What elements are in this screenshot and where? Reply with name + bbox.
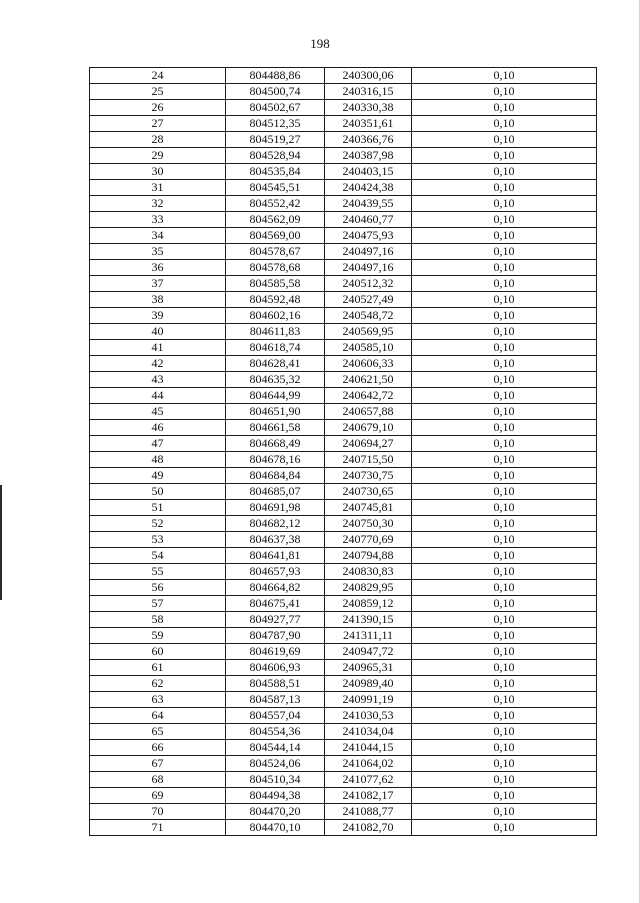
point-number-cell: 44 — [90, 388, 226, 404]
y-coordinate-cell: 240991,19 — [325, 692, 412, 708]
x-coordinate-cell: 804592,48 — [226, 292, 325, 308]
table-row — [90, 340, 597, 356]
x-coordinate-cell: 804668,49 — [226, 436, 325, 452]
table-row — [90, 516, 597, 532]
point-number-cell: 49 — [90, 468, 226, 484]
y-coordinate-cell: 241044,15 — [325, 740, 412, 756]
accuracy-cell: 0,10 — [412, 580, 597, 596]
y-coordinate-cell: 240387,98 — [325, 148, 412, 164]
accuracy-cell: 0,10 — [412, 532, 597, 548]
accuracy-cell: 0,10 — [412, 820, 597, 836]
y-coordinate-cell: 240621,50 — [325, 372, 412, 388]
accuracy-cell: 0,10 — [412, 84, 597, 100]
accuracy-cell: 0,10 — [412, 372, 597, 388]
accuracy-cell: 0,10 — [412, 276, 597, 292]
y-coordinate-cell: 240497,16 — [325, 244, 412, 260]
accuracy-cell: 0,10 — [412, 724, 597, 740]
y-coordinate-cell: 240859,12 — [325, 596, 412, 612]
y-coordinate-cell: 240300,06 — [325, 68, 412, 84]
y-coordinate-cell: 241311,11 — [325, 628, 412, 644]
accuracy-cell: 0,10 — [412, 244, 597, 260]
x-coordinate-cell: 804927,77 — [226, 612, 325, 628]
x-coordinate-cell: 804524,06 — [226, 756, 325, 772]
y-coordinate-cell: 240965,31 — [325, 660, 412, 676]
accuracy-cell: 0,10 — [412, 356, 597, 372]
x-coordinate-cell: 804628,41 — [226, 356, 325, 372]
table-row — [90, 324, 597, 340]
accuracy-cell: 0,10 — [412, 228, 597, 244]
table-row — [90, 820, 597, 836]
table-row — [90, 500, 597, 516]
table-row — [90, 708, 597, 724]
table-row — [90, 84, 597, 100]
accuracy-cell: 0,10 — [412, 612, 597, 628]
accuracy-cell: 0,10 — [412, 676, 597, 692]
table-row — [90, 388, 597, 404]
y-coordinate-cell: 241030,53 — [325, 708, 412, 724]
point-number-cell: 59 — [90, 628, 226, 644]
y-coordinate-cell: 240585,10 — [325, 340, 412, 356]
y-coordinate-cell: 240694,27 — [325, 436, 412, 452]
point-number-cell: 33 — [90, 212, 226, 228]
point-number-cell: 29 — [90, 148, 226, 164]
table-row — [90, 564, 597, 580]
point-number-cell: 52 — [90, 516, 226, 532]
x-coordinate-cell: 804611,83 — [226, 324, 325, 340]
x-coordinate-cell: 804644,99 — [226, 388, 325, 404]
point-number-cell: 65 — [90, 724, 226, 740]
point-number-cell: 24 — [90, 68, 226, 84]
table-row — [90, 68, 597, 84]
x-coordinate-cell: 804637,38 — [226, 532, 325, 548]
point-number-cell: 68 — [90, 772, 226, 788]
point-number-cell: 61 — [90, 660, 226, 676]
table-row — [90, 148, 597, 164]
accuracy-cell: 0,10 — [412, 404, 597, 420]
accuracy-cell: 0,10 — [412, 420, 597, 436]
point-number-cell: 48 — [90, 452, 226, 468]
x-coordinate-cell: 804528,94 — [226, 148, 325, 164]
x-coordinate-cell: 804664,82 — [226, 580, 325, 596]
y-coordinate-cell: 241034,04 — [325, 724, 412, 740]
table-row — [90, 644, 597, 660]
y-coordinate-cell: 240730,65 — [325, 484, 412, 500]
table-row — [90, 116, 597, 132]
table-row — [90, 228, 597, 244]
accuracy-cell: 0,10 — [412, 180, 597, 196]
table-row — [90, 372, 597, 388]
y-coordinate-cell: 241064,02 — [325, 756, 412, 772]
point-number-cell: 37 — [90, 276, 226, 292]
x-coordinate-cell: 804494,38 — [226, 788, 325, 804]
x-coordinate-cell: 804569,00 — [226, 228, 325, 244]
y-coordinate-cell: 240475,93 — [325, 228, 412, 244]
table-row — [90, 100, 597, 116]
y-coordinate-cell: 240366,76 — [325, 132, 412, 148]
x-coordinate-cell: 804585,58 — [226, 276, 325, 292]
point-number-cell: 57 — [90, 596, 226, 612]
x-coordinate-cell: 804562,09 — [226, 212, 325, 228]
accuracy-cell: 0,10 — [412, 340, 597, 356]
y-coordinate-cell: 240351,61 — [325, 116, 412, 132]
point-number-cell: 67 — [90, 756, 226, 772]
x-coordinate-cell: 804557,04 — [226, 708, 325, 724]
y-coordinate-cell: 240679,10 — [325, 420, 412, 436]
accuracy-cell: 0,10 — [412, 452, 597, 468]
table-row — [90, 436, 597, 452]
x-coordinate-cell: 804651,90 — [226, 404, 325, 420]
point-number-cell: 32 — [90, 196, 226, 212]
table-row — [90, 772, 597, 788]
accuracy-cell: 0,10 — [412, 644, 597, 660]
x-coordinate-cell: 804578,68 — [226, 260, 325, 276]
table-row — [90, 132, 597, 148]
table-row — [90, 484, 597, 500]
accuracy-cell: 0,10 — [412, 500, 597, 516]
y-coordinate-cell: 240512,32 — [325, 276, 412, 292]
table-row — [90, 468, 597, 484]
point-number-cell: 51 — [90, 500, 226, 516]
table-row — [90, 180, 597, 196]
accuracy-cell: 0,10 — [412, 628, 597, 644]
y-coordinate-cell: 240527,49 — [325, 292, 412, 308]
x-coordinate-cell: 804641,81 — [226, 548, 325, 564]
x-coordinate-cell: 804675,41 — [226, 596, 325, 612]
point-number-cell: 35 — [90, 244, 226, 260]
y-coordinate-cell: 240989,40 — [325, 676, 412, 692]
accuracy-cell: 0,10 — [412, 548, 597, 564]
table-row — [90, 260, 597, 276]
table-row — [90, 548, 597, 564]
y-coordinate-cell: 241077,62 — [325, 772, 412, 788]
accuracy-cell: 0,10 — [412, 436, 597, 452]
y-coordinate-cell: 240424,38 — [325, 180, 412, 196]
accuracy-cell: 0,10 — [412, 708, 597, 724]
accuracy-cell: 0,10 — [412, 132, 597, 148]
accuracy-cell: 0,10 — [412, 692, 597, 708]
x-coordinate-cell: 804554,36 — [226, 724, 325, 740]
y-coordinate-cell: 240770,69 — [325, 532, 412, 548]
accuracy-cell: 0,10 — [412, 388, 597, 404]
point-number-cell: 71 — [90, 820, 226, 836]
y-coordinate-cell: 240642,72 — [325, 388, 412, 404]
table-row — [90, 580, 597, 596]
table-row — [90, 788, 597, 804]
table-row — [90, 692, 597, 708]
accuracy-cell: 0,10 — [412, 756, 597, 772]
x-coordinate-cell: 804502,67 — [226, 100, 325, 116]
table-row — [90, 676, 597, 692]
accuracy-cell: 0,10 — [412, 804, 597, 820]
x-coordinate-cell: 804470,10 — [226, 820, 325, 836]
point-number-cell: 47 — [90, 436, 226, 452]
coordinates-table — [89, 67, 597, 836]
coordinates-table-container — [89, 67, 596, 836]
point-number-cell: 34 — [90, 228, 226, 244]
table-row — [90, 308, 597, 324]
accuracy-cell: 0,10 — [412, 68, 597, 84]
x-coordinate-cell: 804661,58 — [226, 420, 325, 436]
accuracy-cell: 0,10 — [412, 260, 597, 276]
y-coordinate-cell: 240569,95 — [325, 324, 412, 340]
table-row — [90, 628, 597, 644]
y-coordinate-cell: 240750,30 — [325, 516, 412, 532]
accuracy-cell: 0,10 — [412, 148, 597, 164]
y-coordinate-cell: 241082,17 — [325, 788, 412, 804]
x-coordinate-cell: 804682,12 — [226, 516, 325, 532]
point-number-cell: 70 — [90, 804, 226, 820]
accuracy-cell: 0,10 — [412, 292, 597, 308]
x-coordinate-cell: 804678,16 — [226, 452, 325, 468]
table-row — [90, 244, 597, 260]
table-row — [90, 452, 597, 468]
point-number-cell: 31 — [90, 180, 226, 196]
x-coordinate-cell: 804657,93 — [226, 564, 325, 580]
table-row — [90, 276, 597, 292]
point-number-cell: 58 — [90, 612, 226, 628]
point-number-cell: 66 — [90, 740, 226, 756]
accuracy-cell: 0,10 — [412, 100, 597, 116]
table-row — [90, 724, 597, 740]
y-coordinate-cell: 240439,55 — [325, 196, 412, 212]
table-row — [90, 356, 597, 372]
y-coordinate-cell: 240606,33 — [325, 356, 412, 372]
accuracy-cell: 0,10 — [412, 196, 597, 212]
point-number-cell: 26 — [90, 100, 226, 116]
point-number-cell: 43 — [90, 372, 226, 388]
accuracy-cell: 0,10 — [412, 116, 597, 132]
x-coordinate-cell: 804691,98 — [226, 500, 325, 516]
y-coordinate-cell: 240715,50 — [325, 452, 412, 468]
x-coordinate-cell: 804535,84 — [226, 164, 325, 180]
accuracy-cell: 0,10 — [412, 324, 597, 340]
y-coordinate-cell: 240657,88 — [325, 404, 412, 420]
x-coordinate-cell: 804470,20 — [226, 804, 325, 820]
accuracy-cell: 0,10 — [412, 564, 597, 580]
x-coordinate-cell: 804545,51 — [226, 180, 325, 196]
point-number-cell: 41 — [90, 340, 226, 356]
x-coordinate-cell: 804587,13 — [226, 692, 325, 708]
y-coordinate-cell: 240403,15 — [325, 164, 412, 180]
accuracy-cell: 0,10 — [412, 164, 597, 180]
table-row — [90, 404, 597, 420]
x-coordinate-cell: 804602,16 — [226, 308, 325, 324]
point-number-cell: 63 — [90, 692, 226, 708]
y-coordinate-cell: 240730,75 — [325, 468, 412, 484]
x-coordinate-cell: 804588,51 — [226, 676, 325, 692]
table-row — [90, 196, 597, 212]
table-row — [90, 532, 597, 548]
x-coordinate-cell: 804606,93 — [226, 660, 325, 676]
accuracy-cell: 0,10 — [412, 468, 597, 484]
y-coordinate-cell: 240316,15 — [325, 84, 412, 100]
point-number-cell: 38 — [90, 292, 226, 308]
point-number-cell: 42 — [90, 356, 226, 372]
x-coordinate-cell: 804552,42 — [226, 196, 325, 212]
y-coordinate-cell: 241088,77 — [325, 804, 412, 820]
table-row — [90, 596, 597, 612]
x-coordinate-cell: 804512,35 — [226, 116, 325, 132]
point-number-cell: 64 — [90, 708, 226, 724]
point-number-cell: 39 — [90, 308, 226, 324]
y-coordinate-cell: 240745,81 — [325, 500, 412, 516]
point-number-cell: 62 — [90, 676, 226, 692]
table-row — [90, 292, 597, 308]
y-coordinate-cell: 241082,70 — [325, 820, 412, 836]
page-number: 198 — [310, 36, 330, 51]
y-coordinate-cell: 240947,72 — [325, 644, 412, 660]
point-number-cell: 40 — [90, 324, 226, 340]
table-row — [90, 612, 597, 628]
x-coordinate-cell: 804488,86 — [226, 68, 325, 84]
accuracy-cell: 0,10 — [412, 212, 597, 228]
accuracy-cell: 0,10 — [412, 596, 597, 612]
accuracy-cell: 0,10 — [412, 772, 597, 788]
point-number-cell: 36 — [90, 260, 226, 276]
point-number-cell: 54 — [90, 548, 226, 564]
y-coordinate-cell: 240497,16 — [325, 260, 412, 276]
table-row — [90, 164, 597, 180]
x-coordinate-cell: 804500,74 — [226, 84, 325, 100]
point-number-cell: 28 — [90, 132, 226, 148]
x-coordinate-cell: 804578,67 — [226, 244, 325, 260]
accuracy-cell: 0,10 — [412, 788, 597, 804]
point-number-cell: 60 — [90, 644, 226, 660]
y-coordinate-cell: 240330,38 — [325, 100, 412, 116]
accuracy-cell: 0,10 — [412, 308, 597, 324]
table-row — [90, 420, 597, 436]
x-coordinate-cell: 804787,90 — [226, 628, 325, 644]
y-coordinate-cell: 240794,88 — [325, 548, 412, 564]
accuracy-cell: 0,10 — [412, 484, 597, 500]
point-number-cell: 53 — [90, 532, 226, 548]
table-row — [90, 756, 597, 772]
coordinates-table-body — [90, 68, 597, 836]
point-number-cell: 69 — [90, 788, 226, 804]
x-coordinate-cell: 804684,84 — [226, 468, 325, 484]
y-coordinate-cell: 240548,72 — [325, 308, 412, 324]
table-row — [90, 212, 597, 228]
accuracy-cell: 0,10 — [412, 740, 597, 756]
x-coordinate-cell: 804510,34 — [226, 772, 325, 788]
x-coordinate-cell: 804685,07 — [226, 484, 325, 500]
x-coordinate-cell: 804519,27 — [226, 132, 325, 148]
accuracy-cell: 0,10 — [412, 516, 597, 532]
point-number-cell: 27 — [90, 116, 226, 132]
point-number-cell: 56 — [90, 580, 226, 596]
table-row — [90, 660, 597, 676]
table-row — [90, 740, 597, 756]
y-coordinate-cell: 240829,95 — [325, 580, 412, 596]
x-coordinate-cell: 804619,69 — [226, 644, 325, 660]
point-number-cell: 45 — [90, 404, 226, 420]
x-coordinate-cell: 804544,14 — [226, 740, 325, 756]
point-number-cell: 46 — [90, 420, 226, 436]
y-coordinate-cell: 240460,77 — [325, 212, 412, 228]
point-number-cell: 25 — [90, 84, 226, 100]
accuracy-cell: 0,10 — [412, 660, 597, 676]
y-coordinate-cell: 241390,15 — [325, 612, 412, 628]
y-coordinate-cell: 240830,83 — [325, 564, 412, 580]
point-number-cell: 55 — [90, 564, 226, 580]
point-number-cell: 50 — [90, 484, 226, 500]
x-coordinate-cell: 804618,74 — [226, 340, 325, 356]
scan-edge-mark — [0, 485, 2, 600]
table-row — [90, 804, 597, 820]
x-coordinate-cell: 804635,32 — [226, 372, 325, 388]
point-number-cell: 30 — [90, 164, 226, 180]
